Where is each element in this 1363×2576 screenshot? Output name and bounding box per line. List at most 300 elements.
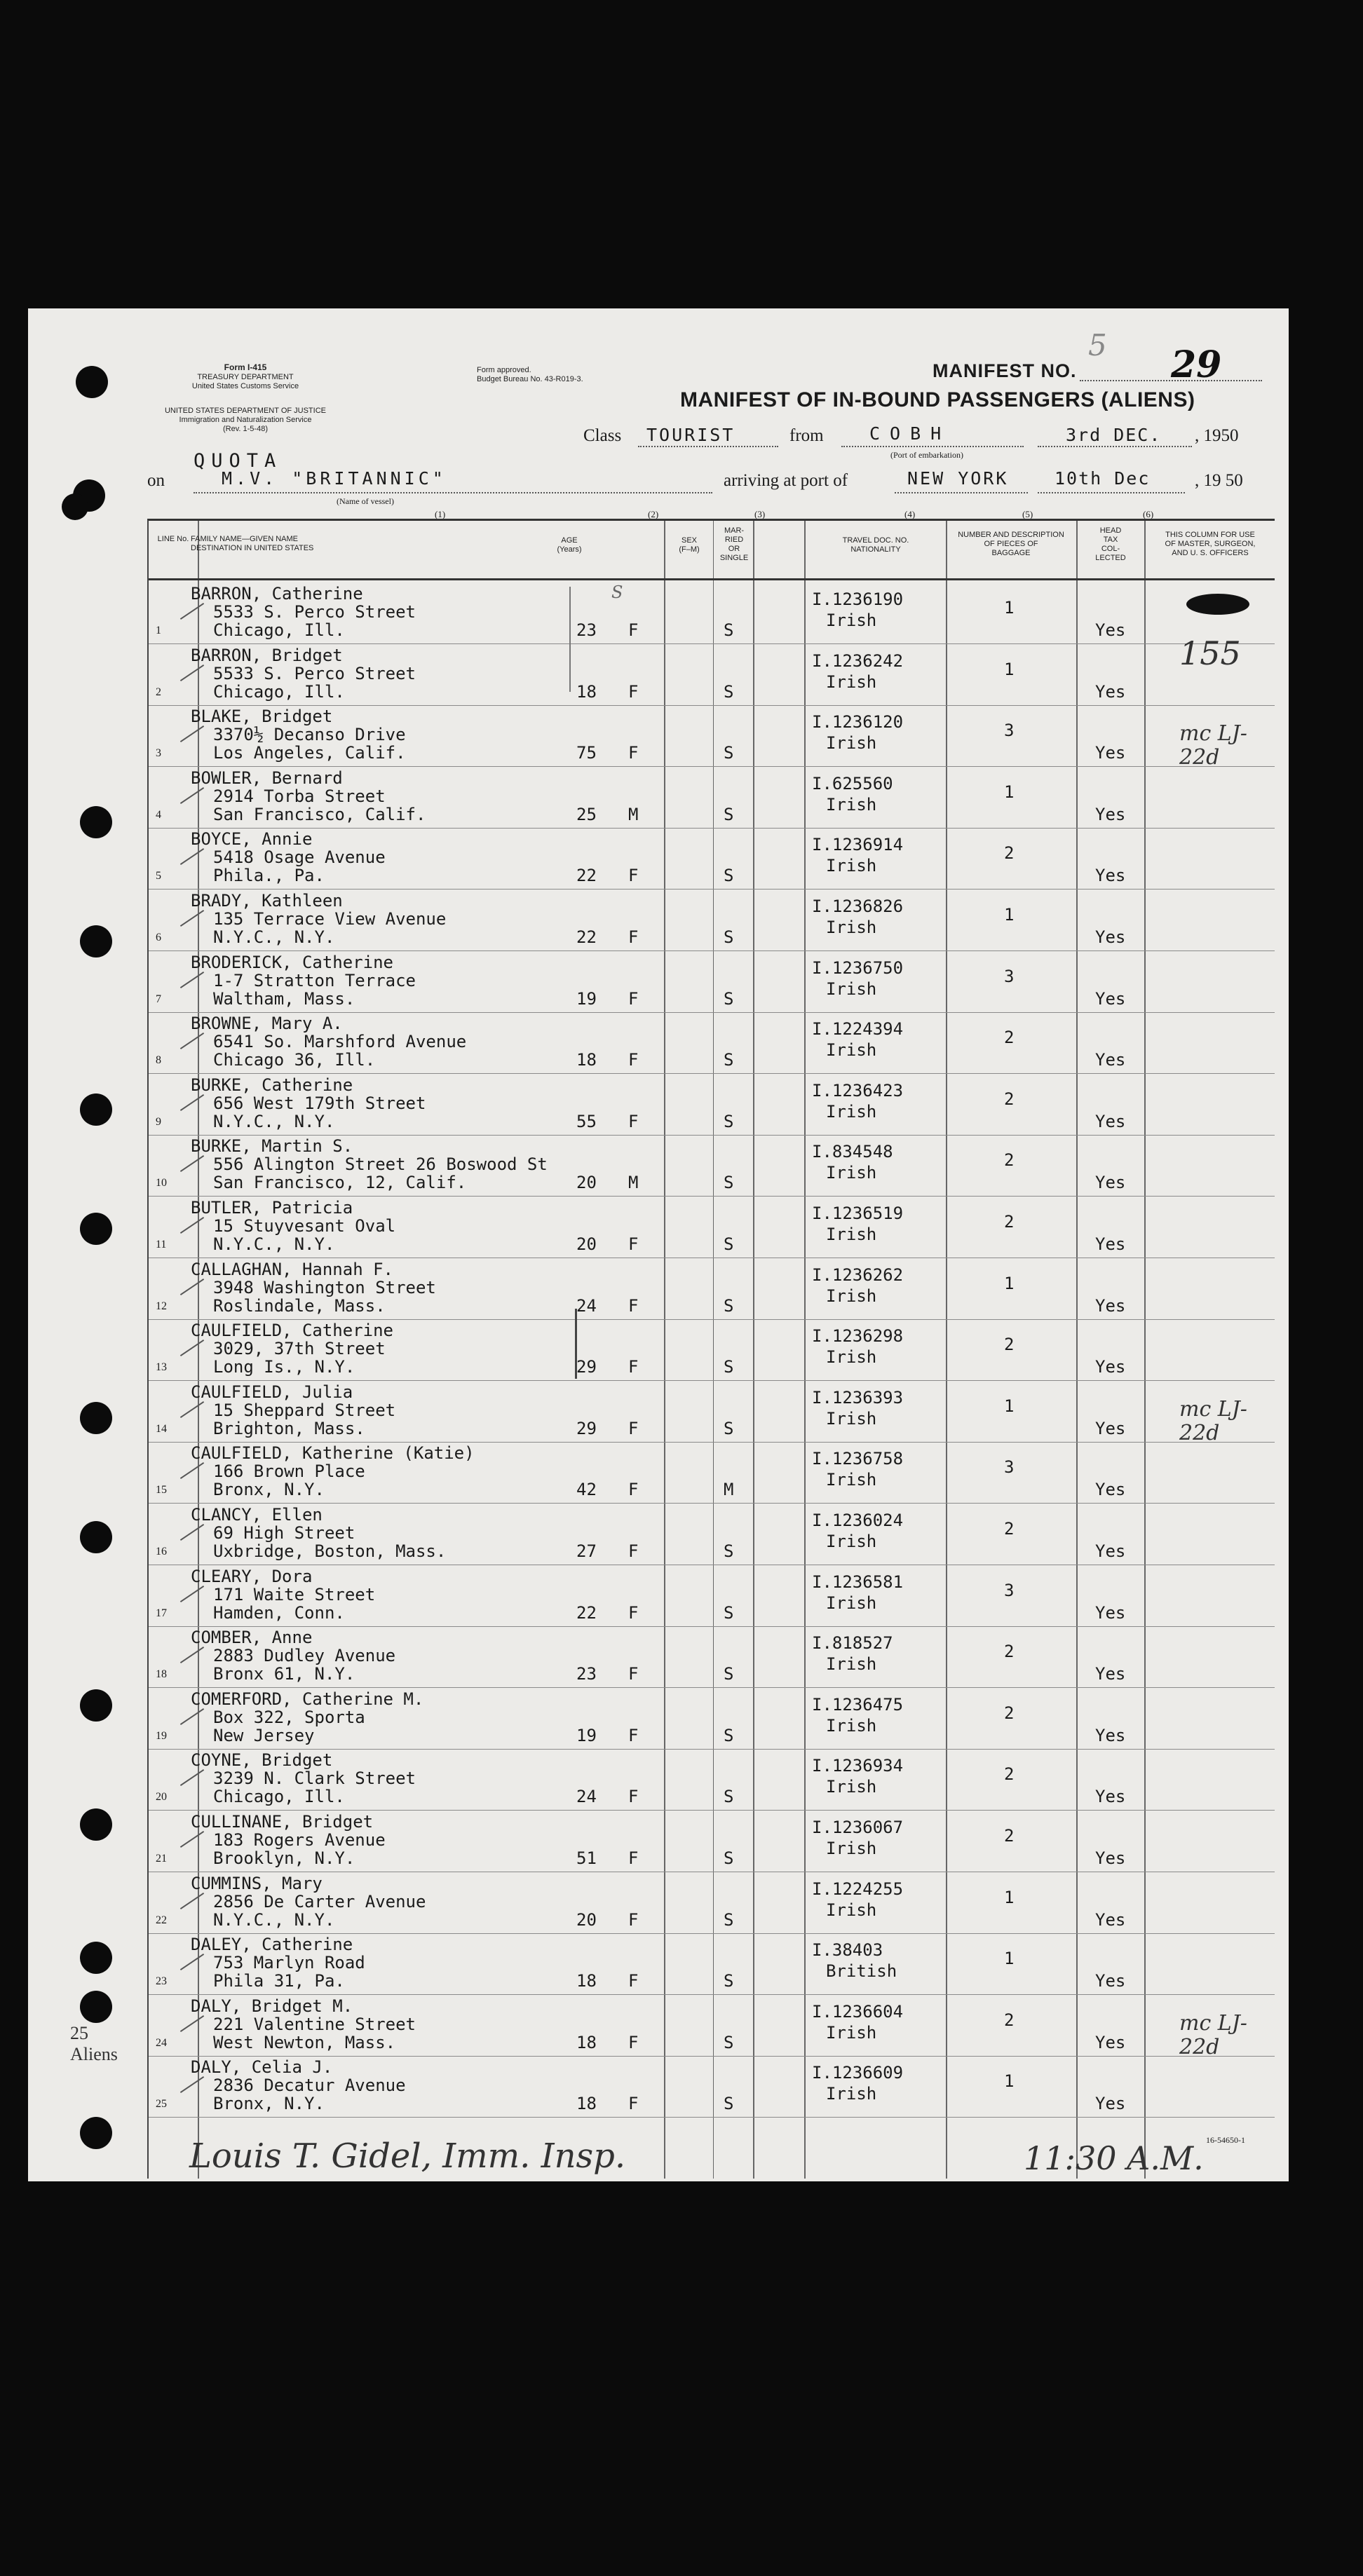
baggage-count: 2 xyxy=(1004,2010,1015,2030)
street-address: 171 Waite Street xyxy=(213,1584,376,1604)
punch-hole xyxy=(76,366,108,398)
table-row xyxy=(149,1995,1275,2057)
city-destination: San Francisco, 12, Calif. xyxy=(213,1173,467,1193)
head-tax-collected: Yes xyxy=(1095,2032,1126,2052)
age-value: 18 xyxy=(576,1050,597,1070)
table-row xyxy=(149,1872,1275,1934)
age-value: 22 xyxy=(576,1602,597,1623)
street-address: 135 Terrace View Avenue xyxy=(213,909,447,929)
check-mark-icon xyxy=(180,848,204,865)
baggage-count: 1 xyxy=(1004,1396,1015,1416)
city-destination: Chicago, Ill. xyxy=(213,681,345,702)
punch-hole xyxy=(80,925,112,958)
marital-status: S xyxy=(724,1787,734,1807)
baggage-count: 3 xyxy=(1004,1457,1015,1478)
sex-value: F xyxy=(628,2032,639,2052)
nationality: Irish xyxy=(826,1839,877,1858)
marital-status: S xyxy=(724,1295,734,1316)
punch-hole xyxy=(80,1991,112,2023)
passenger-name: BOYCE, Annie xyxy=(191,829,313,850)
marital-status: S xyxy=(724,1909,734,1930)
form-revision: (Rev. 1-5-48) xyxy=(223,425,268,433)
travel-doc-number: I.1236581 xyxy=(812,1572,904,1592)
travel-doc-number: I.818527 xyxy=(812,1633,893,1654)
age-value: 55 xyxy=(576,1111,597,1131)
header-age: AGE (Years) xyxy=(557,536,582,554)
table-row xyxy=(149,705,1275,770)
passenger-name: BRADY, Kathleen xyxy=(191,891,343,911)
city-destination: Uxbridge, Boston, Mass. xyxy=(213,1541,447,1561)
baggage-count: 2 xyxy=(1004,843,1015,864)
check-mark-icon xyxy=(180,1217,204,1234)
head-tax-collected: Yes xyxy=(1095,1664,1126,1684)
street-address: 5533 S. Perco Street xyxy=(213,602,416,622)
check-mark-icon xyxy=(180,910,204,927)
marital-status: S xyxy=(724,1602,734,1623)
age-value: 22 xyxy=(576,866,597,886)
city-destination: N.Y.C., N.Y. xyxy=(213,927,335,947)
nationality: Irish xyxy=(826,672,877,692)
head-tax-collected: Yes xyxy=(1095,1050,1126,1070)
passenger-name: BRODERICK, Catherine xyxy=(191,952,393,972)
sex-value: F xyxy=(628,1971,639,1991)
check-mark-icon xyxy=(180,1462,204,1479)
column-number: (1) xyxy=(435,509,446,519)
street-address: 166 Brown Place xyxy=(213,1461,365,1482)
officer-note: mc LJ-22d xyxy=(1179,1396,1247,1445)
pencil-mark: S xyxy=(611,582,623,602)
travel-doc-number: I.1236067 xyxy=(812,1818,904,1837)
nationality: Irish xyxy=(826,1286,877,1306)
line-number: 15 xyxy=(156,1484,167,1497)
head-tax-collected: Yes xyxy=(1095,1909,1126,1930)
departure-date: 3rd DEC. xyxy=(1066,425,1162,445)
nationality: Irish xyxy=(826,918,877,937)
table-row xyxy=(149,1626,1275,1688)
nationality: Irish xyxy=(826,611,877,630)
marital-status: S xyxy=(724,1541,734,1561)
table-row xyxy=(149,2056,1275,2118)
baggage-count: 1 xyxy=(1004,2071,1015,2092)
line-number: 7 xyxy=(156,993,161,1005)
table-row xyxy=(149,582,1275,644)
check-mark-icon xyxy=(180,1155,204,1172)
travel-doc-number: I.1236024 xyxy=(812,1511,904,1530)
baggage-count: 2 xyxy=(1004,1764,1015,1785)
head-tax-collected: Yes xyxy=(1095,1848,1126,1868)
table-row xyxy=(149,1749,1275,1811)
nationality: British xyxy=(826,1961,897,1982)
line-number: 19 xyxy=(156,1729,167,1742)
form-preamble-justice xyxy=(147,407,344,434)
punch-hole xyxy=(80,1213,112,1245)
passenger-name: CAULFIELD, Julia xyxy=(191,1382,353,1402)
passenger-name: CALLAGHAN, Hannah F. xyxy=(191,1259,393,1279)
sex-value: F xyxy=(628,1357,639,1377)
marital-status: S xyxy=(724,804,734,824)
inspection-time: 11:30 A.M. xyxy=(1024,2139,1204,2177)
table-row xyxy=(149,1012,1275,1074)
nationality: Irish xyxy=(826,1715,877,1736)
line-number: 23 xyxy=(156,1975,167,1988)
form-approval xyxy=(477,366,659,384)
marital-status: S xyxy=(724,1725,734,1745)
baggage-count: 3 xyxy=(1004,966,1015,986)
line-number: 22 xyxy=(156,1914,167,1926)
city-destination: Bronx 61, N.Y. xyxy=(213,1664,355,1684)
check-mark-icon xyxy=(180,1831,204,1848)
age-value: 24 xyxy=(576,1295,597,1316)
check-mark-icon xyxy=(180,1094,204,1111)
port-of-embarkation: COBH xyxy=(869,423,951,444)
age-value: 51 xyxy=(576,1848,597,1868)
arrival-port: NEW YORK xyxy=(907,468,1009,489)
head-tax-collected: Yes xyxy=(1095,1541,1126,1561)
nationality: Irish xyxy=(826,1593,877,1613)
check-mark-icon xyxy=(180,1708,204,1725)
travel-doc-number: I.1236750 xyxy=(812,958,904,978)
form-footer-number: 16-54650-1 xyxy=(1206,2135,1245,2145)
on-label: on xyxy=(147,471,165,490)
ins-service: Immigration and Naturalization Service xyxy=(179,416,312,424)
street-address: 5533 S. Perco Street xyxy=(213,663,416,683)
baggage-count: 2 xyxy=(1004,1150,1015,1171)
street-address: 2914 Torba Street xyxy=(213,786,386,806)
header-line-no: LINE No. xyxy=(157,535,189,543)
age-value: 25 xyxy=(576,804,597,824)
head-tax-collected: Yes xyxy=(1095,866,1126,886)
officer-note: 155 xyxy=(1179,634,1241,672)
marital-status: S xyxy=(724,1050,734,1070)
city-destination: Bronx, N.Y. xyxy=(213,1480,325,1500)
passenger-name: BLAKE, Bridget xyxy=(191,707,333,727)
passenger-name: BROWNE, Mary A. xyxy=(191,1014,343,1034)
punch-hole xyxy=(80,1093,112,1126)
baggage-count: 1 xyxy=(1004,598,1015,618)
city-destination: Bronx, N.Y. xyxy=(213,2094,325,2114)
table-row xyxy=(149,1258,1275,1320)
nationality: Irish xyxy=(826,1101,877,1122)
passenger-name: DALEY, Catherine xyxy=(191,1935,353,1955)
punch-hole xyxy=(80,806,112,838)
passenger-name: CAULFIELD, Catherine xyxy=(191,1321,393,1341)
head-tax-collected: Yes xyxy=(1095,681,1126,702)
line-number: 1 xyxy=(156,625,161,636)
nationality: Irish xyxy=(826,856,877,876)
table-row xyxy=(149,1074,1275,1136)
head-tax-collected: Yes xyxy=(1095,1602,1126,1623)
sex-value: F xyxy=(628,1418,639,1438)
ink-blot xyxy=(1186,594,1249,615)
street-address: 3370½ Decanso Drive xyxy=(213,725,406,745)
passenger-name: CLEARY, Dora xyxy=(191,1566,313,1586)
table-row xyxy=(149,1688,1275,1750)
baggage-count: 2 xyxy=(1004,1089,1015,1109)
table-row xyxy=(149,1811,1275,1872)
margin-count: 25 xyxy=(70,2023,88,2043)
age-value: 22 xyxy=(576,927,597,947)
city-destination: Waltham, Mass. xyxy=(213,988,355,1009)
head-tax-collected: Yes xyxy=(1095,1295,1126,1316)
passenger-name: CULLINANE, Bridget xyxy=(191,1812,374,1832)
sex-value: F xyxy=(628,1602,639,1623)
line-number: 13 xyxy=(156,1361,167,1374)
line-number: 17 xyxy=(156,1607,167,1619)
check-mark-icon xyxy=(180,1401,204,1418)
head-tax-collected: Yes xyxy=(1095,1357,1126,1377)
manifest-pencil-number: 5 xyxy=(1088,328,1107,362)
baggage-count: 2 xyxy=(1004,1703,1015,1723)
punch-hole xyxy=(80,1402,112,1434)
travel-doc-number: I.834548 xyxy=(812,1142,893,1162)
table-row xyxy=(149,951,1275,1013)
form-approved: Form approved. xyxy=(477,366,531,374)
travel-doc-number: I.38403 xyxy=(812,1940,883,1961)
line-number: 8 xyxy=(156,1054,161,1067)
marital-status: S xyxy=(724,1848,734,1868)
passenger-name: CLANCY, Ellen xyxy=(191,1505,323,1525)
street-address: 3948 Washington Street xyxy=(213,1277,436,1297)
head-tax-collected: Yes xyxy=(1095,1725,1126,1745)
punch-hole xyxy=(62,493,88,520)
column-number: (2) xyxy=(648,509,659,519)
punch-hole xyxy=(80,2117,112,2149)
line-number: 10 xyxy=(156,1177,167,1190)
marital-status: S xyxy=(724,1234,734,1254)
column-number: (3) xyxy=(754,509,766,519)
marital-status: S xyxy=(724,1664,734,1684)
baggage-count: 1 xyxy=(1004,1949,1015,1969)
baggage-count: 2 xyxy=(1004,1519,1015,1539)
table-row xyxy=(149,1135,1275,1197)
head-tax-collected: Yes xyxy=(1095,620,1126,640)
sex-value: F xyxy=(628,2094,639,2114)
table-row xyxy=(149,1442,1275,1504)
head-tax-collected: Yes xyxy=(1095,1971,1126,1991)
city-destination: Phila 31, Pa. xyxy=(213,1971,345,1991)
departure-year: , 1950 xyxy=(1195,426,1239,445)
header-baggage: NUMBER AND DESCRIPTION OF PIECES OF BAGGAGE xyxy=(958,531,1064,557)
city-destination: Chicago, Ill. xyxy=(213,1787,345,1807)
line-number: 25 xyxy=(156,2098,167,2111)
baggage-count: 1 xyxy=(1004,1273,1015,1293)
nationality: Irish xyxy=(826,1470,877,1490)
age-value: 75 xyxy=(576,743,597,763)
check-mark-icon xyxy=(180,787,204,804)
passenger-name: BARRON, Bridget xyxy=(191,645,343,665)
header-sex: SEX (F–M) xyxy=(679,536,700,554)
city-destination: Hamden, Conn. xyxy=(213,1602,345,1623)
nationality: Irish xyxy=(826,979,877,999)
baggage-count: 1 xyxy=(1004,1887,1015,1907)
passenger-name: CAULFIELD, Katherine (Katie) xyxy=(191,1443,475,1464)
city-destination: Roslindale, Mass. xyxy=(213,1295,386,1316)
sex-value: F xyxy=(628,866,639,886)
column-number: (4) xyxy=(904,509,916,519)
arrival-year: , 19 50 xyxy=(1195,471,1243,490)
line-number: 12 xyxy=(156,1300,167,1312)
age-value: 23 xyxy=(576,1664,597,1684)
table-row xyxy=(149,1381,1275,1443)
line-number: 14 xyxy=(156,1422,167,1435)
passenger-name: BUTLER, Patricia xyxy=(191,1198,353,1218)
marital-status: S xyxy=(724,927,734,947)
city-destination: West Newton, Mass. xyxy=(213,2032,396,2052)
city-destination: N.Y.C., N.Y. xyxy=(213,1909,335,1930)
sex-value: F xyxy=(628,1541,639,1561)
header-head-tax: HEAD TAX COL- LECTED xyxy=(1095,526,1126,562)
marital-status: S xyxy=(724,988,734,1009)
punch-hole xyxy=(80,1521,112,1553)
passenger-name: DALY, Bridget M. xyxy=(191,1996,353,2016)
street-address: 15 Sheppard Street xyxy=(213,1400,396,1420)
age-value: 29 xyxy=(576,1357,597,1377)
age-value: 20 xyxy=(576,1173,597,1193)
class-value: TOURIST xyxy=(646,425,735,445)
city-destination: N.Y.C., N.Y. xyxy=(213,1111,335,1131)
check-mark-icon xyxy=(180,1524,204,1541)
travel-doc-number: I.625560 xyxy=(812,773,893,793)
class-label: Class xyxy=(583,426,622,445)
check-mark-icon xyxy=(180,2076,204,2093)
nationality: Irish xyxy=(826,1225,877,1244)
table-row xyxy=(149,1319,1275,1381)
port-embarkation-note: (Port of embarkation) xyxy=(890,450,963,460)
sex-value: F xyxy=(628,620,639,640)
sex-value: F xyxy=(628,1295,639,1316)
street-address: 15 Stuyvesant Oval xyxy=(213,1216,396,1236)
street-address: 2883 Dudley Avenue xyxy=(213,1646,396,1666)
nationality: Irish xyxy=(826,1777,877,1797)
justice-dept: UNITED STATES DEPARTMENT OF JUSTICE xyxy=(164,407,326,415)
marital-status: S xyxy=(724,1971,734,1991)
marital-status: M xyxy=(724,1480,734,1500)
vessel-note: (Name of vessel) xyxy=(337,496,394,506)
age-value: 23 xyxy=(576,620,597,640)
line-number: 20 xyxy=(156,1791,167,1804)
baggage-count: 2 xyxy=(1004,1826,1015,1846)
street-address: 69 High Street xyxy=(213,1523,355,1543)
age-value: 29 xyxy=(576,1418,597,1438)
nationality: Irish xyxy=(826,1163,877,1183)
line-number: 18 xyxy=(156,1668,167,1681)
marital-status: S xyxy=(724,1357,734,1377)
travel-doc-number: I.1236826 xyxy=(812,897,904,916)
nationality: Irish xyxy=(826,1040,877,1061)
check-mark-icon xyxy=(180,603,204,620)
sex-value: F xyxy=(628,1234,639,1254)
manifest-sheet xyxy=(28,308,1289,2181)
travel-doc-number: I.1236393 xyxy=(812,1387,904,1408)
column-number: (6) xyxy=(1143,509,1154,519)
age-value: 20 xyxy=(576,1909,597,1930)
column-number: (5) xyxy=(1022,509,1033,519)
age-value: 18 xyxy=(576,1971,597,1991)
baggage-count: 2 xyxy=(1004,1028,1015,1048)
sex-value: F xyxy=(628,988,639,1009)
sex-value: F xyxy=(628,1050,639,1070)
marital-status: S xyxy=(724,620,734,640)
city-destination: Phila., Pa. xyxy=(213,866,325,886)
street-address: 2856 De Carter Avenue xyxy=(213,1891,426,1911)
punch-hole xyxy=(80,1808,112,1841)
manifest-title: MANIFEST OF IN-BOUND PASSENGERS (ALIENS) xyxy=(680,388,1195,411)
passenger-name: DALY, Celia J. xyxy=(191,2057,333,2078)
sex-value: F xyxy=(628,927,639,947)
age-value: 19 xyxy=(576,1725,597,1745)
manifest-no-label: MANIFEST NO. xyxy=(933,360,1077,381)
sex-value: F xyxy=(628,681,639,702)
travel-doc-number: I.1236934 xyxy=(812,1756,904,1776)
passenger-table xyxy=(147,519,1275,2179)
travel-doc-number: I.1236475 xyxy=(812,1694,904,1715)
travel-doc-number: I.1236604 xyxy=(812,2001,904,2022)
baggage-count: 3 xyxy=(1004,721,1015,741)
table-row xyxy=(149,634,1275,706)
street-address: 183 Rogers Avenue xyxy=(213,1830,386,1850)
nationality: Irish xyxy=(826,1654,877,1675)
punch-hole xyxy=(80,1689,112,1722)
city-destination: Long Is., N.Y. xyxy=(213,1357,355,1377)
nationality: Irish xyxy=(826,1532,877,1551)
officer-note: mc LJ-22d xyxy=(1179,2010,1247,2059)
line-number: 11 xyxy=(156,1239,167,1250)
age-value: 20 xyxy=(576,1234,597,1254)
travel-doc-number: I.1236120 xyxy=(812,712,904,732)
check-mark-icon xyxy=(180,1033,204,1049)
marital-status: S xyxy=(724,866,734,886)
check-mark-icon xyxy=(180,972,204,988)
marital-status: S xyxy=(724,681,734,702)
head-tax-collected: Yes xyxy=(1095,1787,1126,1807)
baggage-count: 1 xyxy=(1004,905,1015,925)
punch-hole xyxy=(80,1942,112,1974)
head-tax-collected: Yes xyxy=(1095,1480,1126,1500)
check-mark-icon xyxy=(180,725,204,742)
check-mark-icon xyxy=(180,1647,204,1663)
city-destination: Chicago 36, Ill. xyxy=(213,1050,376,1070)
check-mark-icon xyxy=(180,1893,204,1909)
head-tax-collected: Yes xyxy=(1095,804,1126,824)
head-tax-collected: Yes xyxy=(1095,927,1126,947)
check-mark-icon xyxy=(180,1340,204,1356)
check-mark-icon xyxy=(180,2015,204,2032)
travel-doc-number: I.1236298 xyxy=(812,1326,904,1347)
nationality: Irish xyxy=(826,2022,877,2043)
table-row xyxy=(149,767,1275,829)
age-value: 27 xyxy=(576,1541,597,1561)
city-destination: Chicago, Ill. xyxy=(213,620,345,640)
sex-value: F xyxy=(628,1725,639,1745)
baggage-count: 2 xyxy=(1004,1642,1015,1662)
check-mark-icon xyxy=(180,665,204,681)
sex-value: M xyxy=(628,1173,639,1193)
travel-doc-number: I.1236914 xyxy=(812,835,904,855)
sex-value: F xyxy=(628,1909,639,1930)
travel-doc-number: I.1224394 xyxy=(812,1019,904,1040)
header-travel-doc: TRAVEL DOC. NO. NATIONALITY xyxy=(842,536,909,554)
check-mark-icon xyxy=(180,1586,204,1602)
arrival-date: 10th Dec xyxy=(1055,468,1151,489)
nationality: Irish xyxy=(826,1900,877,1920)
marital-status: S xyxy=(724,1111,734,1131)
travel-doc-number: I.1236262 xyxy=(812,1265,904,1285)
age-value: 18 xyxy=(576,2032,597,2052)
sex-value: F xyxy=(628,1111,639,1131)
nationality: Irish xyxy=(826,1408,877,1429)
nationality: Irish xyxy=(826,2084,877,2104)
header-officers: THIS COLUMN FOR USE OF MASTER, SURGEON, AND U. S. OFFICERS xyxy=(1165,531,1256,557)
